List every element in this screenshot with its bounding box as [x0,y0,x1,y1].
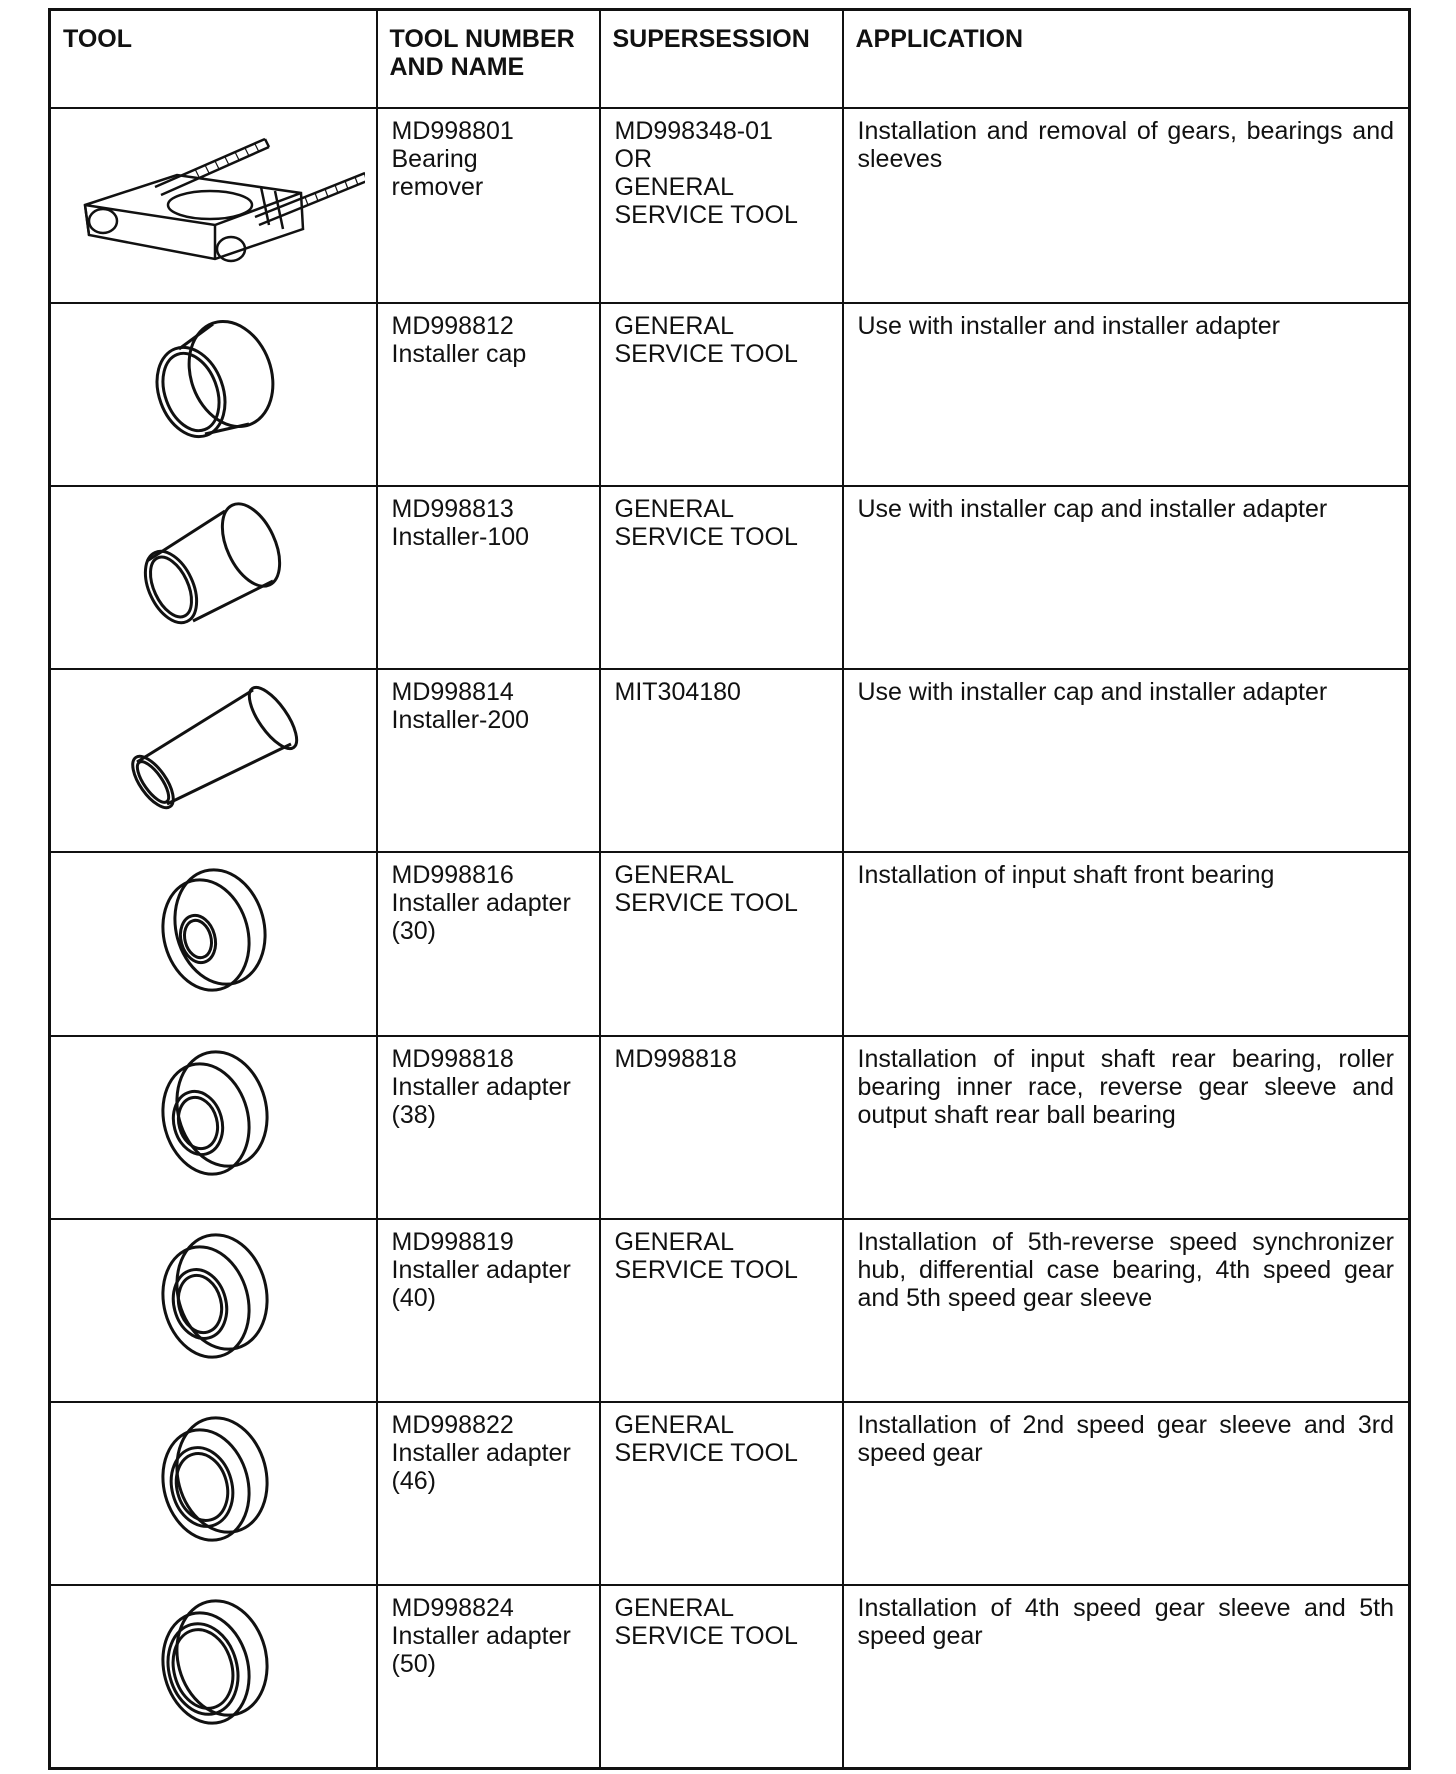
supersession-cell [600,852,843,1035]
application-cell [843,1585,1410,1769]
application-cell [843,108,1410,303]
application-cell [843,486,1410,669]
tool-number-name-cell [377,1036,600,1219]
header-application: APPLICATION [843,10,1410,109]
table-row [50,1036,1410,1219]
tool-image-cell [50,1219,377,1402]
tool-number: MD998812 [391,312,514,341]
header-number-name: TOOL NUMBER AND NAME [377,10,600,109]
tool-number: MD998816 [391,861,514,890]
tool-image-cell [50,486,377,669]
header-tool: TOOL [50,10,377,109]
supersession-cell [600,486,843,669]
installer-adapter-46-icon [148,1411,278,1551]
supersession-cell [600,303,843,486]
application-cell [843,1219,1410,1402]
table-row [50,1402,1410,1585]
supersession-cell [600,1036,843,1219]
supersession-value: GENERAL SERVICE TOOL [614,312,798,369]
application-text: Use with installer and installer adapter [857,312,1280,341]
installer-adapter-38-icon [148,1045,278,1185]
application-text: Installation of 2nd speed gear sleeve and 3rd speed gear [857,1410,1394,1467]
table-row [50,852,1410,1035]
application-text: Installation of 5th-reverse speed synchronizer hub, differential case bearing, 4th speed gear and 5th speed gear sleeve [857,1227,1394,1312]
application-cell [843,669,1410,852]
bearing-remover-icon [65,117,365,267]
tool-name: Bearing remover [391,145,484,201]
table-row [50,1585,1410,1769]
application-cell [843,1402,1410,1585]
supersession-cell [600,108,843,303]
tool-number-name-cell [377,1219,600,1402]
application-text: Installation of 4th speed gear sleeve and 5th speed gear [857,1593,1394,1650]
tool-image-cell [50,1585,377,1769]
tool-image-cell [50,1036,377,1219]
application-text: Installation of input shaft front bearing [857,861,1275,890]
tool-name: Installer cap [391,340,527,369]
tool-image-cell [50,303,377,486]
installer-cap-icon [143,312,283,452]
tool-image-cell [50,108,377,303]
application-text: Installation of input shaft rear bearing, roller bearing inner race, reverse gear sleeve and output shaft rear ball bearing [857,1044,1394,1129]
supersession-value: MD998818 [614,1044,737,1073]
table-row [50,108,1410,303]
tool-name: Installer adapter (50) [391,1621,571,1678]
tool-name: Installer-100 [391,523,530,552]
special-tools-table [48,8,1411,1770]
supersession-cell [600,1219,843,1402]
tool-name: Installer adapter (46) [391,1438,571,1495]
installer-adapter-40-icon [148,1228,278,1368]
application-cell [843,303,1410,486]
tool-name: Installer-200 [391,706,530,735]
installer-adapter-50-icon [148,1594,278,1734]
tool-number-name-cell [377,108,600,303]
tool-number-name-cell [377,1402,600,1585]
application-text: Use with installer cap and installer adapter [857,495,1328,524]
tool-name: Installer adapter (30) [391,889,571,946]
supersession-value: GENERAL SERVICE TOOL [614,1227,798,1284]
tool-number: MD998824 [391,1593,514,1622]
tool-number: MD998818 [391,1044,514,1073]
application-cell [843,852,1410,1035]
tool-image-cell [50,852,377,1035]
table-row [50,669,1410,852]
installer-100-icon [133,495,293,635]
supersession-value: GENERAL SERVICE TOOL [614,495,798,552]
supersession-value: MIT304180 [614,678,741,707]
supersession-cell [600,1585,843,1769]
application-text: Installation and removal of gears, bearings and sleeves [857,117,1394,173]
tool-name: Installer adapter (38) [391,1072,571,1129]
tool-number: MD998813 [391,495,514,524]
supersession-value: GENERAL SERVICE TOOL [614,1410,798,1467]
tool-image-cell [50,1402,377,1585]
header-supersession: SUPERSESSION [600,10,843,109]
tool-number-name-cell [377,852,600,1035]
tool-image-cell [50,669,377,852]
application-cell [843,1036,1410,1219]
table-row [50,1219,1410,1402]
tool-number-name-cell [377,303,600,486]
supersession-value: MD998348-01 OR GENERAL SERVICE TOOL [614,117,798,229]
supersession-cell [600,1402,843,1585]
installer-adapter-30-icon [148,861,278,1001]
table-row [50,486,1410,669]
supersession-cell [600,669,843,852]
table-row [50,303,1410,486]
tool-number-name-cell [377,486,600,669]
tool-number: MD998801 [391,117,514,145]
tool-number: MD998819 [391,1227,514,1256]
table-header-row [50,10,1410,109]
supersession-value: GENERAL SERVICE TOOL [614,1593,798,1650]
application-text: Use with installer cap and installer adapter [857,678,1328,707]
tool-number: MD998822 [391,1410,514,1439]
tool-number: MD998814 [391,678,514,707]
tool-number-name-cell [377,669,600,852]
installer-200-icon [123,678,303,818]
tool-number-name-cell [377,1585,600,1769]
tool-name: Installer adapter (40) [391,1255,571,1312]
supersession-value: GENERAL SERVICE TOOL [614,861,798,918]
